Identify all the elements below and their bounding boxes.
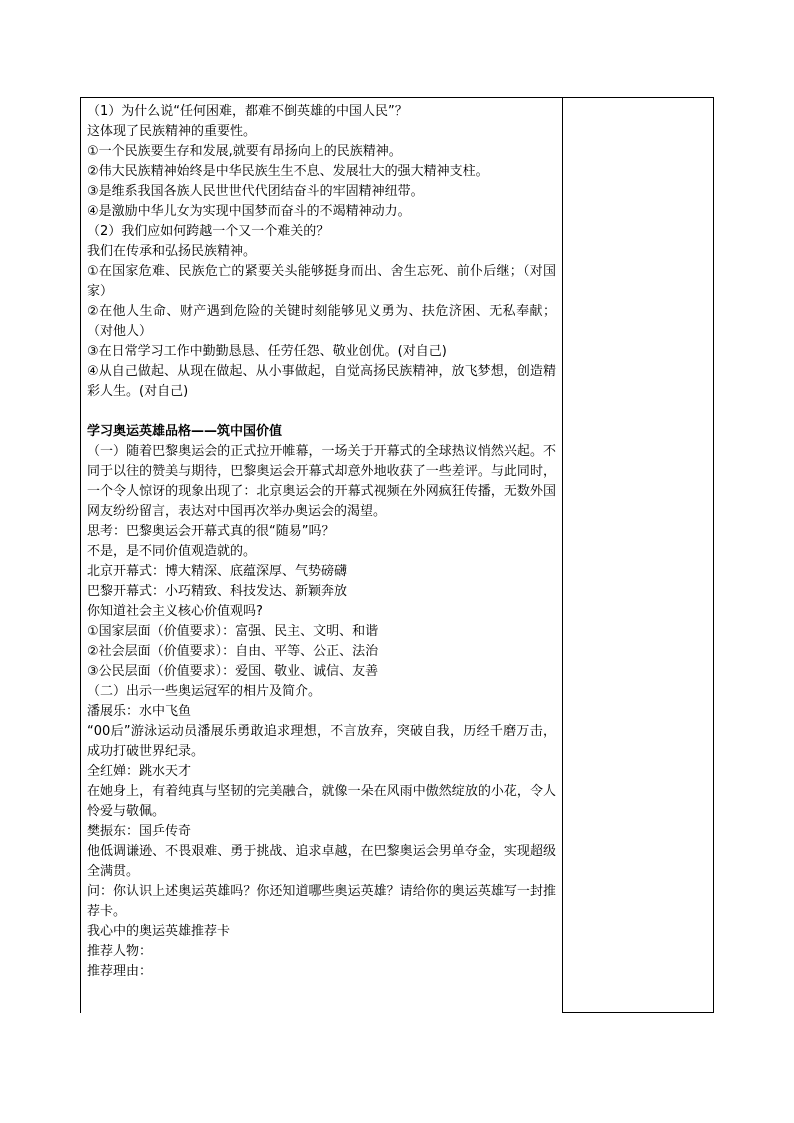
answer-2-point-3: ③在日常学习工作中勤勤恳恳、任劳任怨、敬业创优。(对自己) — [87, 344, 447, 359]
paris-olympics-paragraph: （一）随着巴黎奥运会的正式拉开帷幕，一场关于开幕式的全球热议悄然兴起。不同于以往的赞美与期待，巴黎奥运会开幕式却意外地收获了一些差评。与此同时，一个令人惊讶的现象出现了：北京奥运会的开幕式视频在外网疯狂传播，无数外国网友纷纷留言，表达对中国再次举办奥运会的渴望。 — [87, 444, 556, 519]
content-cell — [81, 98, 563, 1013]
answer-1-point-4: ④是激励中华儿女为实现中国梦而奋斗的不竭精神动力。 — [87, 204, 411, 219]
champion-pan-title: 潘展乐：水中飞鱼 — [87, 704, 192, 719]
part-two-intro: （二）出示一些奥运冠军的相片及简介。 — [87, 684, 322, 699]
question-2: （2）我们应如何跨越一个又一个难关的？ — [87, 224, 330, 239]
champion-quan-title: 全红婵：跳水天才 — [87, 764, 192, 779]
answer-1-intro: 这体现了民族精神的重要性。 — [87, 124, 257, 139]
values-social: ②社会层面（价值要求）：自由、平等、公正、法治 — [87, 644, 379, 659]
answer-1-point-3: ③是维系我国各族人民世世代代团结奋斗的牢固精神纽带。 — [87, 184, 424, 199]
answer-2-intro: 我们在传承和弘扬民族精神。 — [87, 244, 257, 259]
answer-2-point-1: ①在国家危难、民族危亡的紧要关头能够挺身而出、舍生忘死、前仆后继；（对国家） — [87, 264, 556, 299]
paris-ceremony: 巴黎开幕式：小巧精致、科技发达、新颖奔放 — [87, 584, 348, 599]
core-values-question: 你知道社会主义核心价值观吗? — [87, 604, 263, 619]
answer-2-point-4: ④从自己做起、从现在做起、从小事做起，自觉高扬民族精神，放飞梦想，创造精彩人生。(对自己) — [87, 364, 556, 399]
think-answer: 不是，是不同价值观造就的。 — [87, 544, 257, 559]
champion-fan-desc: 他低调谦逊、不畏艰难、勇于挑战、追求卓越，在巴黎奥运会男单夺金，实现超级全满贯。 — [87, 844, 556, 879]
recommend-reason-label: 推荐理由： — [87, 964, 153, 979]
think-question: 思考：巴黎奥运会开幕式真的很“随易”吗？ — [87, 524, 335, 539]
recommend-question: 问：你认识上述奥运英雄吗？你还知道哪些奥运英雄？请给你的奥运英雄写一封推荐卡。 — [87, 884, 556, 919]
spacer — [87, 402, 556, 422]
champion-quan-desc: 在她身上，有着纯真与坚韧的完美融合，就像一朵在风雨中傲然绽放的小花，令人怜爱与敬佩。 — [87, 784, 556, 819]
values-citizen: ③公民层面（价值要求）：爱国、敬业、诚信、友善 — [87, 664, 379, 679]
beijing-ceremony: 北京开幕式：博大精深、底蕴深厚、气势磅礴 — [87, 564, 348, 579]
answer-1-point-1: ①一个民族要生存和发展,就要有昂扬向上的民族精神。 — [87, 144, 402, 159]
recommend-person-label: 推荐人物： — [87, 944, 153, 959]
champion-fan-title: 樊振东：国乒传奇 — [87, 824, 192, 839]
lesson-table — [80, 97, 714, 1013]
recommend-card-title: 我心中的奥运英雄推荐卡 — [87, 924, 231, 939]
question-1: （1）为什么说“任何困难，都难不倒英雄的中国人民”？ — [87, 104, 408, 119]
values-national: ①国家层面（价值要求）：富强、民主、文明、和谐 — [87, 624, 379, 639]
notes-cell — [563, 98, 713, 1013]
answer-1-point-2: ②伟大民族精神始终是中华民族生生不息、发展壮大的强大精神支柱。 — [87, 164, 489, 179]
champion-pan-desc: “00后”游泳运动员潘展乐勇敢追求理想，不言放弃，突破自我，历经千磨万击，成功打破世界纪录。 — [87, 724, 556, 759]
answer-2-point-2: ②在他人生命、财产遇到危险的关键时刻能够见义勇为、扶危济困、无私奉献；（对他人） — [87, 304, 556, 339]
section-heading: 学习奥运英雄品格——筑中国价值 — [87, 424, 283, 439]
